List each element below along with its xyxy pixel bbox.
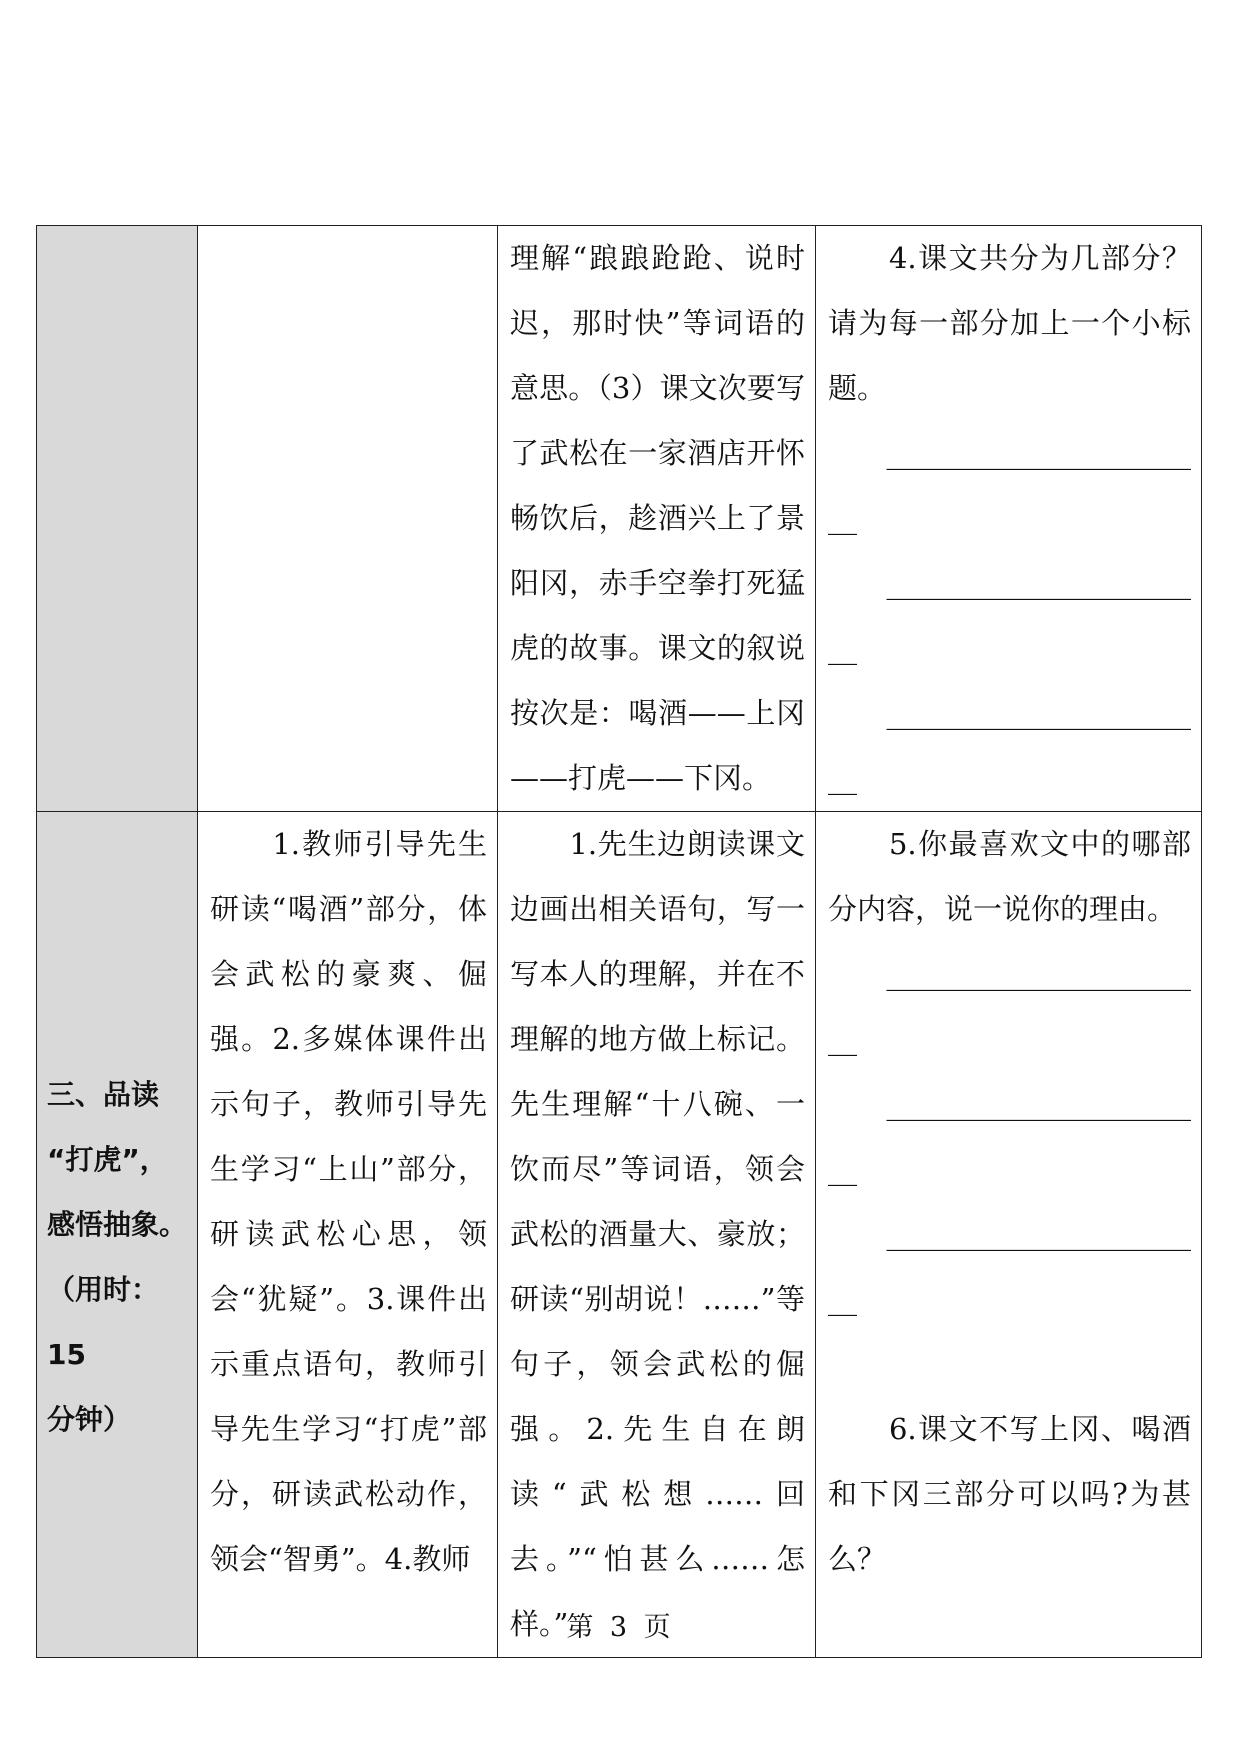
- student-activity-cell: [498, 226, 816, 812]
- teacher-activity-cell: [198, 812, 498, 1658]
- stage-label: 三、品读 “打虎”， 感悟抽象。 （用时：15 分钟）: [47, 1078, 188, 1436]
- teacher-activity-cell: [198, 226, 498, 812]
- student-activity-text: 1.先生边朗读课文边画出相关语句，写一写本人的理解，并在不理解的地方做上标记。先生理解“十八碗、一饮而尽”等词语，领会武松的酒量大、豪放；研读“别胡说！……”等句子，领会武松的倔强。2.先生自在朗读“武松想……回去。”“怕甚么……怎样。”: [510, 827, 805, 1641]
- lesson-plan-table: [36, 225, 1202, 1658]
- table-row: [37, 812, 1202, 1658]
- table-row: [37, 226, 1202, 812]
- stage-cell: [37, 226, 198, 812]
- design-question-text: 5.你最喜欢文中的哪部分内容，说一说你的理由。 _______________________ _______________________ _______________________ 6.课文不写上冈、喝酒和下冈三部分可以吗?为甚么？: [828, 827, 1191, 1576]
- design-question-text: 4.课文共分为几部分？请为每一部分加上一个小标题。 _______________________ _______________________ _______________________: [828, 241, 1191, 795]
- student-activity-text: 理解“踉踉跄跄、说时迟，那时快”等词语的意思。（3）课文次要写了武松在一家酒店开怀畅饮后，趁酒兴上了景阳冈，赤手空拳打死猛虎的故事。课文的叙说按次是：喝酒——上冈——打虎——下冈。: [510, 241, 805, 795]
- teacher-activity-text: 1.教师引导先生研读“喝酒”部分，体会武松的豪爽、倔强。2.多媒体课件出示句子，教师引导先生学习“上山”部分，研读武松心思，领会“犹疑”。3.课件出示重点语句，教师引导先生学习“打虎”部分，研读武松动作，领会“智勇”。4.教师: [210, 827, 487, 1576]
- design-question-cell: [816, 812, 1202, 1658]
- page-number: 第 3 页: [566, 1612, 675, 1643]
- stage-cell: [37, 812, 198, 1658]
- student-activity-cell: [498, 812, 816, 1658]
- design-question-cell: [816, 226, 1202, 812]
